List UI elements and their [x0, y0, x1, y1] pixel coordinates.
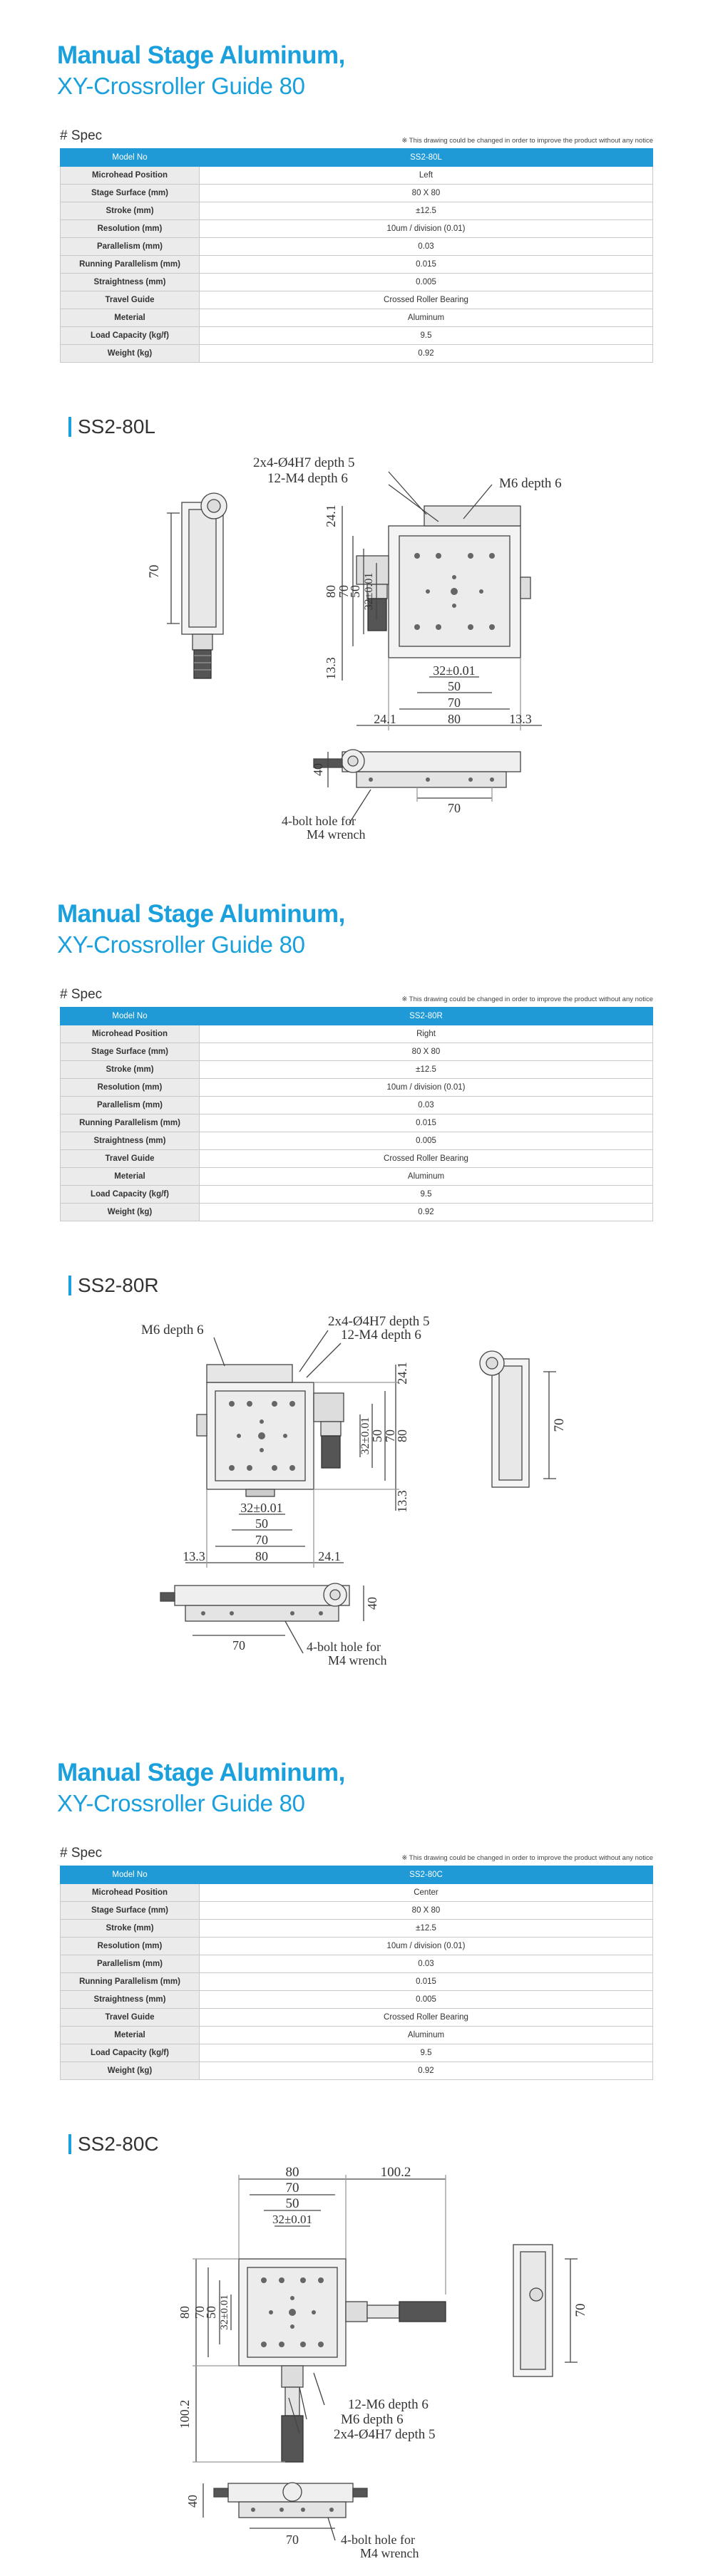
spec-key: Model No	[61, 149, 200, 167]
dim-32-v: 32±0.01	[219, 2295, 230, 2330]
drawing-notice: ※ This drawing could be changed in order to improve the product without any notice	[401, 137, 653, 145]
spec-key: Straightness (mm)	[61, 1132, 200, 1150]
spec-key: Resolution (mm)	[61, 1079, 200, 1097]
product-section-ss2-80l	[0, 0, 713, 859]
dim-80-h: 80	[255, 1549, 268, 1563]
dim-m6-label: M6 depth 6	[341, 2412, 404, 2427]
spec-key: Stroke (mm)	[61, 1920, 200, 1938]
dim-80-top: 80	[285, 2165, 299, 2180]
dim-50-h: 50	[448, 679, 461, 693]
spec-value: Crossed Roller Bearing	[200, 2009, 653, 2027]
product-subtitle: XY-Crossroller Guide 80	[57, 931, 305, 958]
dim-32-h: 32±0.01	[433, 663, 476, 678]
dim-32-h: 32±0.01	[240, 1501, 283, 1515]
dim-40: 40	[185, 2495, 200, 2508]
dim-32: 32±0.01	[363, 572, 375, 611]
spec-heading: # Spec	[60, 987, 103, 1002]
spec-value: Center	[200, 1884, 653, 1902]
spec-value: 80 X 80	[200, 1902, 653, 1920]
dim-24-1: 24.1	[324, 505, 338, 527]
drawing-notice: ※ This drawing could be changed in order to improve the product without any notice	[401, 995, 653, 1003]
spec-value: 80 X 80	[200, 1043, 653, 1061]
front-view-body	[175, 1586, 349, 1605]
spec-row	[61, 309, 653, 327]
dim-70-bottom: 70	[448, 801, 461, 815]
spec-header-row	[61, 1008, 653, 1025]
dim-70-v: 70	[193, 2306, 207, 2319]
bolt-label-line2: M4 wrench	[328, 1653, 387, 1667]
spec-key: Straightness (mm)	[61, 274, 200, 291]
spec-key: Stage Surface (mm)	[61, 1043, 200, 1061]
dim-50-h: 50	[255, 1516, 268, 1531]
spec-key: Meterial	[61, 1168, 200, 1186]
spec-value: 0.03	[200, 1955, 653, 1973]
spec-row	[61, 1079, 653, 1097]
dim-m6-12-label: 12-M6 depth 6	[348, 2397, 429, 2412]
dim-holes-label: 2x4-Ø4H7 depth 5	[334, 2427, 436, 2442]
spec-key: Straightness (mm)	[61, 1991, 200, 2009]
spec-value: SS2-80L	[200, 149, 653, 167]
spec-row	[61, 2009, 653, 2027]
spec-value: 0.92	[200, 345, 653, 363]
spec-key: Parallelism (mm)	[61, 238, 200, 256]
dim-70-h: 70	[255, 1533, 268, 1547]
spec-key: Weight (kg)	[61, 2062, 200, 2080]
spec-row	[61, 1920, 653, 1938]
spec-row	[61, 345, 653, 363]
drawing-model-title: SS2-80R	[68, 1276, 159, 1295]
spec-value: 9.5	[200, 2044, 653, 2062]
spec-value: Left	[200, 167, 653, 185]
spec-value: 10um / division (0.01)	[200, 220, 653, 238]
spec-value: 0.005	[200, 1991, 653, 2009]
spec-key: Running Parallelism (mm)	[61, 1114, 200, 1132]
dim-m4-label: 12-M4 depth 6	[267, 471, 348, 486]
spec-value: Aluminum	[200, 309, 653, 327]
spec-key: Meterial	[61, 2027, 200, 2044]
dim-13-3: 13.3	[324, 657, 338, 680]
dim-80: 80	[324, 585, 338, 598]
spec-row	[61, 1902, 653, 1920]
dim-70-h: 70	[448, 695, 461, 710]
technical-drawing-ss2-80c	[0, 2159, 713, 2572]
spec-key: Weight (kg)	[61, 1204, 200, 1221]
spec-table	[60, 1007, 653, 1221]
spec-key: Parallelism (mm)	[61, 1955, 200, 1973]
dim-24-1-h: 24.1	[374, 712, 396, 726]
spec-value: Crossed Roller Bearing	[200, 1150, 653, 1168]
spec-value: 10um / division (0.01)	[200, 1938, 653, 1955]
dim-70-top: 70	[285, 2181, 299, 2195]
spec-value: ±12.5	[200, 1920, 653, 1938]
technical-drawing-ss2-80r	[0, 1300, 713, 1714]
spec-key: Microhead Position	[61, 167, 200, 185]
spec-value: SS2-80R	[200, 1008, 653, 1025]
spec-value: ±12.5	[200, 1061, 653, 1079]
spec-value: 9.5	[200, 1186, 653, 1204]
dim-m6-label: M6 depth 6	[141, 1323, 204, 1338]
spec-row	[61, 274, 653, 291]
front-view-body	[342, 752, 520, 772]
bolt-label-line1: 4-bolt hole for	[282, 814, 356, 828]
spec-row	[61, 185, 653, 202]
bolt-label-line2: M4 wrench	[360, 2546, 419, 2560]
dim-70: 70	[383, 1429, 397, 1442]
spec-row	[61, 2044, 653, 2062]
spec-row	[61, 1114, 653, 1132]
spec-key: Resolution (mm)	[61, 220, 200, 238]
spec-value: 0.03	[200, 238, 653, 256]
spec-row	[61, 256, 653, 274]
spec-value: 0.92	[200, 2062, 653, 2080]
spec-key: Load Capacity (kg/f)	[61, 327, 200, 345]
spec-heading: # Spec	[60, 1846, 103, 1861]
product-title: Manual Stage Aluminum,	[57, 41, 345, 69]
spec-row	[61, 1955, 653, 1973]
spec-key: Stage Surface (mm)	[61, 185, 200, 202]
spec-value: Right	[200, 1025, 653, 1043]
spec-key: Meterial	[61, 309, 200, 327]
spec-key: Stage Surface (mm)	[61, 1902, 200, 1920]
drawing-notice: ※ This drawing could be changed in order to improve the product without any notice	[401, 1854, 653, 1862]
bolt-label-line1: 4-bolt hole for	[341, 2533, 415, 2547]
spec-key: Resolution (mm)	[61, 1938, 200, 1955]
spec-key: Travel Guide	[61, 2009, 200, 2027]
spec-row	[61, 1061, 653, 1079]
dim-80-v: 80	[178, 2306, 192, 2319]
bolt-label-line2: M4 wrench	[307, 827, 366, 842]
spec-row	[61, 167, 653, 185]
spec-key: Microhead Position	[61, 1025, 200, 1043]
spec-table	[60, 1866, 653, 2080]
dim-40: 40	[311, 763, 325, 776]
dim-50-v: 50	[204, 2306, 218, 2319]
spec-key: Model No	[61, 1866, 200, 1884]
dim-32-top: 32±0.01	[272, 2213, 313, 2226]
dim-80-h: 80	[448, 712, 461, 726]
spec-value: 10um / division (0.01)	[200, 1079, 653, 1097]
dim-holes-label: 2x4-Ø4H7 depth 5	[253, 455, 355, 470]
product-subtitle: XY-Crossroller Guide 80	[57, 1790, 305, 1816]
spec-key: Travel Guide	[61, 1150, 200, 1168]
dim-holes-label: 2x4-Ø4H7 depth 5	[328, 1314, 430, 1329]
spec-value: 9.5	[200, 327, 653, 345]
dim-32: 32±0.01	[359, 1417, 371, 1455]
spec-row	[61, 1043, 653, 1061]
dim-13-3-h: 13.3	[183, 1549, 205, 1563]
spec-row	[61, 1025, 653, 1043]
spec-row	[61, 1973, 653, 1991]
spec-row	[61, 202, 653, 220]
spec-key: Travel Guide	[61, 291, 200, 309]
dim-side-70: 70	[573, 2303, 588, 2317]
spec-row	[61, 1132, 653, 1150]
spec-key: Running Parallelism (mm)	[61, 256, 200, 274]
product-section-ss2-80c	[0, 1717, 713, 2576]
spec-value: 0.015	[200, 1114, 653, 1132]
spec-row	[61, 220, 653, 238]
spec-row	[61, 2027, 653, 2044]
spec-value: Crossed Roller Bearing	[200, 291, 653, 309]
dim-side-70: 70	[552, 1418, 567, 1432]
spec-key: Microhead Position	[61, 1884, 200, 1902]
spec-value: Aluminum	[200, 2027, 653, 2044]
spec-row	[61, 1097, 653, 1114]
dim-100-2-top: 100.2	[380, 2165, 411, 2180]
spec-table	[60, 148, 653, 363]
dim-70: 70	[337, 585, 351, 598]
drawing-model-title: SS2-80C	[68, 2134, 159, 2154]
technical-drawing-ss2-80l	[0, 442, 713, 855]
spec-row	[61, 1150, 653, 1168]
spec-value: SS2-80C	[200, 1866, 653, 1884]
dim-24-1-h: 24.1	[318, 1549, 341, 1563]
bolt-label-line1: 4-bolt hole for	[307, 1640, 381, 1654]
spec-heading: # Spec	[60, 128, 103, 143]
dim-m4-label: 12-M4 depth 6	[341, 1328, 421, 1343]
spec-row	[61, 1991, 653, 2009]
dim-70-bottom: 70	[232, 1638, 245, 1652]
spec-value: 0.03	[200, 1097, 653, 1114]
dim-50: 50	[370, 1429, 384, 1442]
spec-row	[61, 1186, 653, 1204]
spec-row	[61, 1938, 653, 1955]
dim-100-2-v: 100.2	[178, 2399, 192, 2429]
spec-row	[61, 1884, 653, 1902]
spec-row	[61, 1168, 653, 1186]
spec-row	[61, 291, 653, 309]
dim-50-top: 50	[285, 2196, 299, 2211]
dim-side-70: 70	[147, 564, 162, 579]
spec-row	[61, 2062, 653, 2080]
dim-13-3: 13.3	[395, 1490, 409, 1513]
dim-24-1: 24.1	[395, 1362, 409, 1385]
spec-key: Load Capacity (kg/f)	[61, 2044, 200, 2062]
drawing-model-title: SS2-80L	[68, 417, 155, 437]
spec-header-row	[61, 1866, 653, 1884]
spec-row	[61, 327, 653, 345]
spec-value: 0.015	[200, 1973, 653, 1991]
spec-value: 80 X 80	[200, 185, 653, 202]
dim-13-3-h: 13.3	[509, 712, 532, 726]
spec-key: Load Capacity (kg/f)	[61, 1186, 200, 1204]
spec-value: 0.015	[200, 256, 653, 274]
product-subtitle: XY-Crossroller Guide 80	[57, 73, 305, 99]
dim-50: 50	[348, 585, 362, 598]
spec-row	[61, 238, 653, 256]
spec-value: 0.005	[200, 1132, 653, 1150]
spec-key: Stroke (mm)	[61, 1061, 200, 1079]
spec-header-row	[61, 149, 653, 167]
dim-70-bottom: 70	[286, 2533, 299, 2547]
spec-value: 0.005	[200, 274, 653, 291]
dim-80: 80	[395, 1429, 409, 1442]
dim-m6-label: M6 depth 6	[499, 476, 562, 491]
spec-row	[61, 1204, 653, 1221]
spec-key: Parallelism (mm)	[61, 1097, 200, 1114]
spec-key: Running Parallelism (mm)	[61, 1973, 200, 1991]
spec-key: Model No	[61, 1008, 200, 1025]
product-title: Manual Stage Aluminum,	[57, 1759, 345, 1786]
dim-40: 40	[365, 1597, 379, 1610]
spec-key: Stroke (mm)	[61, 202, 200, 220]
product-title: Manual Stage Aluminum,	[57, 900, 345, 928]
spec-value: Aluminum	[200, 1168, 653, 1186]
spec-key: Weight (kg)	[61, 345, 200, 363]
spec-value: ±12.5	[200, 202, 653, 220]
product-section-ss2-80r	[0, 859, 713, 1717]
spec-value: 0.92	[200, 1204, 653, 1221]
